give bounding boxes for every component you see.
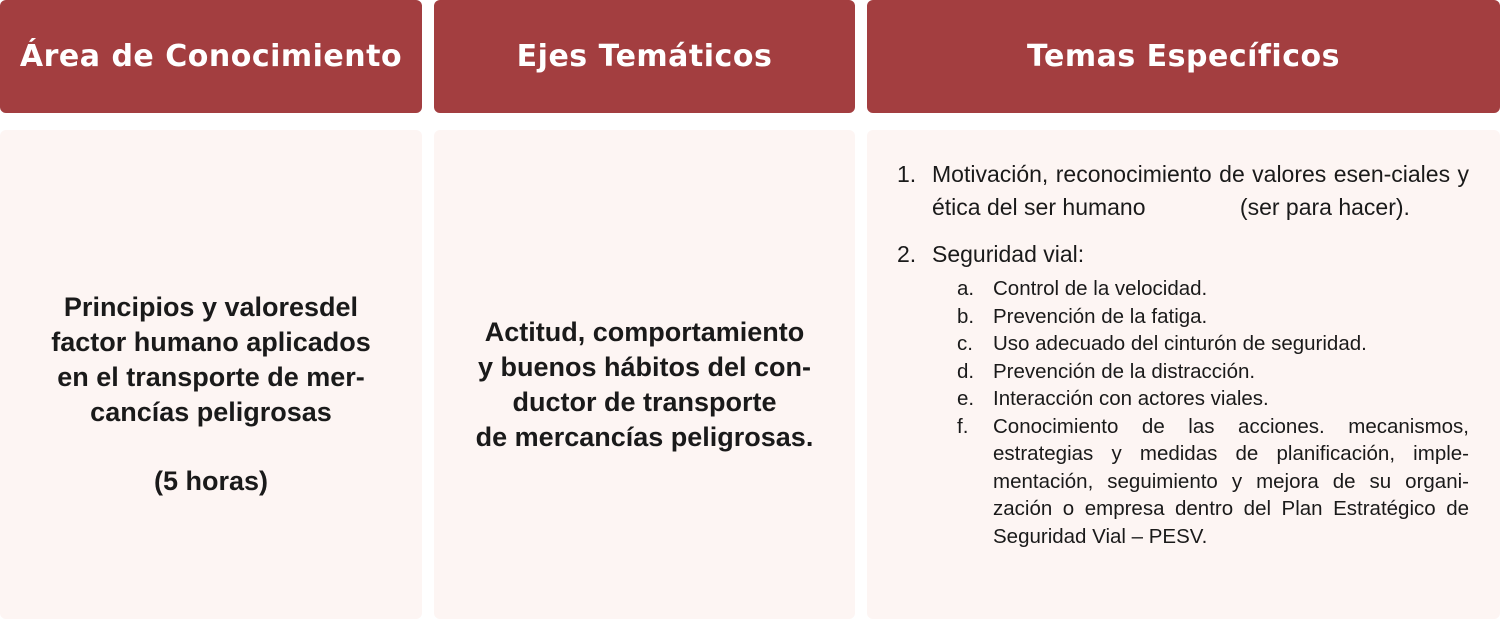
subtopic-item [957, 303, 1469, 331]
temas-cell [867, 130, 1500, 619]
subtopic-item [957, 275, 1469, 303]
topic-text-part-b: (ser para hacer). [1239, 194, 1410, 220]
subtopic-text: Control de la velocidad. [993, 277, 1208, 300]
header-ejes-label: Ejes Temáticos [516, 39, 773, 74]
subtopic-text: Conocimiento de las acciones. mecanismos, estrategias y medidas de planificación, imple-mentación, seguimiento y mejora de su organi-zación o empresa dentro del Plan Estratégico de Seguridad Vial – PESV. [993, 414, 1469, 548]
area-line: Principios y valoresdel [63, 292, 359, 322]
topic-text: Seguridad vial: [932, 241, 1085, 267]
topics-list [897, 158, 1469, 550]
ejes-line: de mercancías peligrosas. [475, 421, 814, 452]
topic-number: 2. [897, 241, 917, 267]
subtopic-item [957, 385, 1469, 413]
subtopics-list [957, 275, 1469, 550]
topic-number: 1. [897, 161, 917, 187]
subtopic-letter: b. [957, 304, 975, 328]
header-area-de-conocimiento [0, 0, 422, 113]
subtopic-text: Prevención de la distracción. [993, 359, 1256, 383]
subtopic-letter: c. [957, 332, 973, 355]
area-line: cancías peligrosas [90, 397, 332, 427]
ejes-content [445, 315, 845, 455]
subtopic-text: Interacción con actores viales. [993, 387, 1269, 410]
topic-item-2 [897, 238, 1469, 271]
header-temas-label: Temas Específicos [1027, 39, 1340, 74]
topic-item-1 [897, 158, 1469, 224]
area-hours: (5 horas) [153, 466, 269, 496]
topic-text-part-a: Motivación, reconocimiento de valores esen-ciales y ética del ser humano [932, 161, 1469, 220]
subtopic-item [957, 358, 1469, 386]
ejes-line: ductor de transporte [512, 386, 777, 417]
ejes-line: Actitud, comportamiento [484, 316, 805, 347]
subtopic-item [957, 413, 1469, 551]
subtopic-letter: d. [957, 359, 975, 383]
area-cell [0, 130, 422, 619]
subtopic-text: Uso adecuado del cinturón de seguridad. [993, 332, 1367, 355]
header-area-label: Área de Conocimiento [19, 39, 403, 74]
subtopic-text: Prevención de la fatiga. [993, 304, 1208, 328]
subtopic-letter: e. [957, 387, 975, 410]
subtopic-letter: f. [957, 414, 969, 438]
subtopic-item [957, 330, 1469, 358]
ejes-cell [434, 130, 855, 619]
area-content [21, 290, 401, 499]
topic-text [932, 158, 1469, 224]
header-ejes-tematicos [434, 0, 855, 113]
header-temas-especificos [867, 0, 1500, 113]
area-line: en el transporte de mer- [57, 362, 365, 392]
subtopic-letter: a. [957, 277, 975, 300]
ejes-line: y buenos hábitos del con- [477, 351, 812, 382]
area-line: factor humano aplicados [51, 327, 371, 357]
